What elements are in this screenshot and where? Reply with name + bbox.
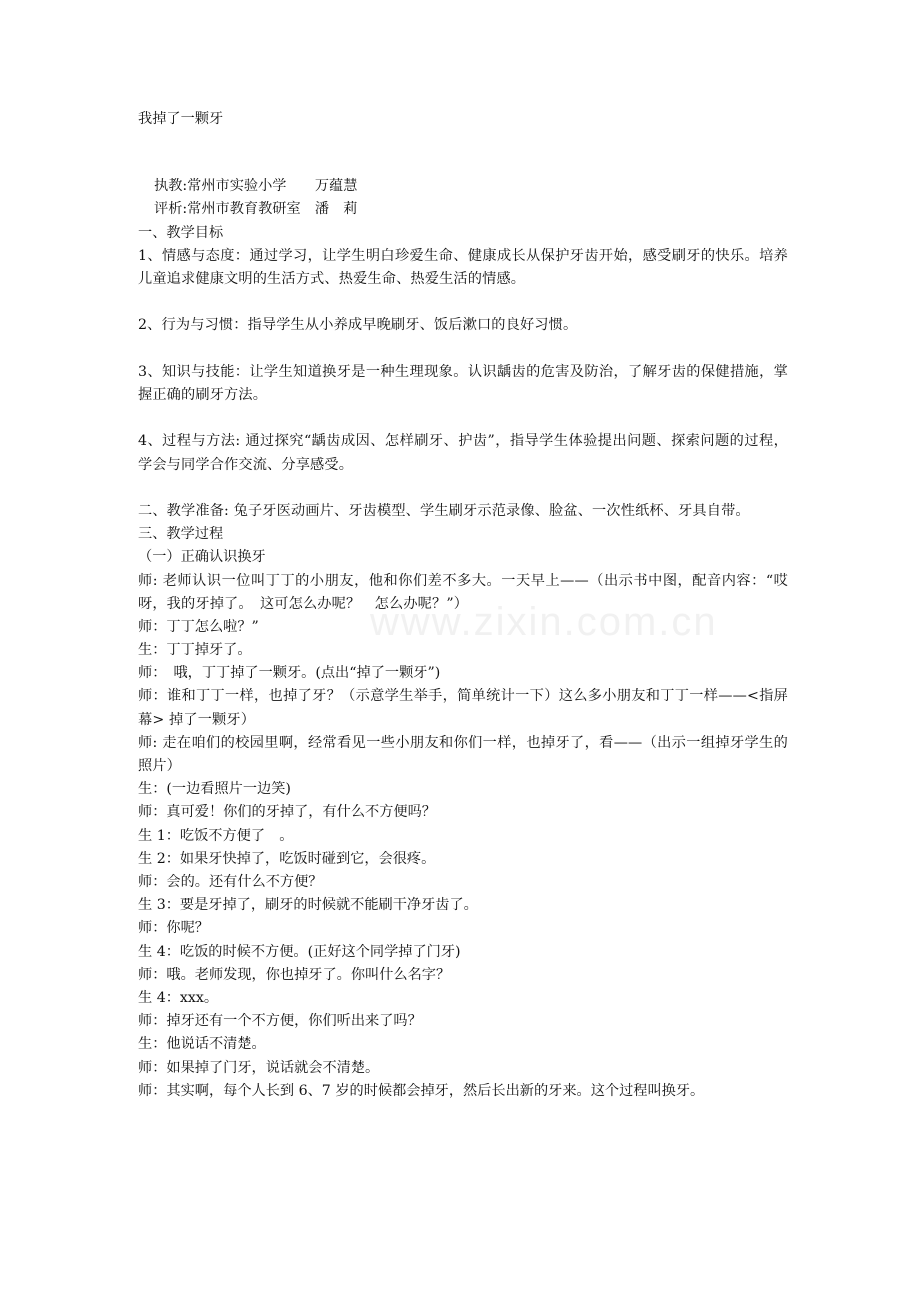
dialog-line: 师：你呢？ bbox=[138, 920, 209, 937]
dialog-line: 师：谁和丁丁一样，也掉了牙？（示意学生举手，简单统计一下）这么多小朋友和丁丁一样——<指屏幕> 掉了一颗牙） bbox=[138, 688, 788, 728]
author-teacher: 执教:常州市实验小学 万蕴慧 bbox=[154, 178, 358, 195]
goal-paragraph: 4、过程与方法: 通过探究“龋齿成因、怎样刷牙、护齿”，指导学生体验提出问题、探索问题的过程，学会与同学合作交流、分享感受。 bbox=[138, 433, 788, 473]
dialog-line: 生 3：要是牙掉了，刷牙的时候就不能刷干净牙齿了。 bbox=[138, 897, 478, 914]
dialog-line: 生 2：如果牙快掉了，吃饭时碰到它，会很疼。 bbox=[138, 850, 436, 867]
dialog-line: 生：(一边看照片一边笑) bbox=[138, 781, 291, 798]
dialog-line: 师：掉牙还有一个不方便，你们听出来了吗？ bbox=[138, 1013, 422, 1030]
goal-paragraph: 3、知识与技能：让学生知道换牙是一种生理现象。认识龋齿的危害及防治，了解牙齿的保健措施，掌握正确的刷牙方法。 bbox=[138, 363, 788, 403]
goal-paragraph: 2、行为与习惯：指导学生从小养成早晚刷牙、饭后漱口的良好习惯。 bbox=[138, 317, 578, 334]
dialog-line: 师：其实啊，每个人长到 6、7 岁的时候都会掉牙，然后长出新的牙来。这个过程叫换牙。 bbox=[138, 1082, 705, 1099]
dialog-line: 师：丁丁怎么啦？” bbox=[138, 618, 259, 635]
dialog-line: 师: 走在咱们的校园里啊，经常看见一些小朋友和你们一样，也掉牙了，看——（出示一组掉牙学生的照片） bbox=[138, 734, 788, 775]
dialog-line: 生 4：吃饭的时候不方便。(正好这个同学掉了门牙) bbox=[138, 943, 461, 960]
goal-paragraph: 1、情感与态度：通过学习，让学生明白珍爱生命、健康成长从保护牙齿开始，感受刷牙的快乐。培养儿童追求健康文明的生活方式、热爱生命、热爱生活的情感。 bbox=[138, 247, 788, 287]
section-heading-process: 三、教学过程 bbox=[138, 526, 224, 543]
dialog-line: 师：真可爱！你们的牙掉了，有什么不方便吗？ bbox=[138, 804, 436, 821]
dialog-line: 师：会的。还有什么不方便？ bbox=[138, 874, 323, 891]
document-page bbox=[138, 108, 788, 1103]
document-title: 我掉了一颗牙 bbox=[138, 111, 224, 127]
dialog-line: 生：丁丁掉牙了。 bbox=[138, 642, 252, 659]
subsection-heading: （一）正确认识换牙 bbox=[138, 549, 266, 566]
dialog-line: 师： 哦，丁丁掉了一颗牙。(点出“掉了一颗牙”) bbox=[138, 665, 441, 682]
dialog-line: 师：哦。老师发现，你也掉牙了。你叫什么名字？ bbox=[138, 966, 451, 983]
dialog-line: 师：如果掉了门牙，说话就会不清楚。 bbox=[138, 1059, 380, 1076]
section-heading-preparation: 二、教学准备: 兔子牙医动画片、牙齿模型、学生刷牙示范录像、脸盆、一次性纸杯、牙具自带。 bbox=[138, 502, 750, 519]
section-heading-goals: 一、教学目标 bbox=[138, 224, 224, 241]
dialog-line: 生 4：xxx。 bbox=[138, 989, 219, 1006]
author-reviewer: 评析:常州市教育教研室 潘 莉 bbox=[154, 201, 358, 218]
watermark: www.zixin.com.cn bbox=[370, 600, 718, 644]
dialog-line: 生 1：吃饭不方便了 。 bbox=[138, 827, 294, 844]
dialog-line: 生：他说话不清楚。 bbox=[138, 1036, 266, 1053]
dialog-line: 师: 老师认识一位叫丁丁的小朋友，他和你们差不多大。一天早上——（出示书中图，配音内容：“哎呀，我的牙掉了。 这可怎么办呢？ 怎么办呢？”） bbox=[138, 572, 788, 612]
